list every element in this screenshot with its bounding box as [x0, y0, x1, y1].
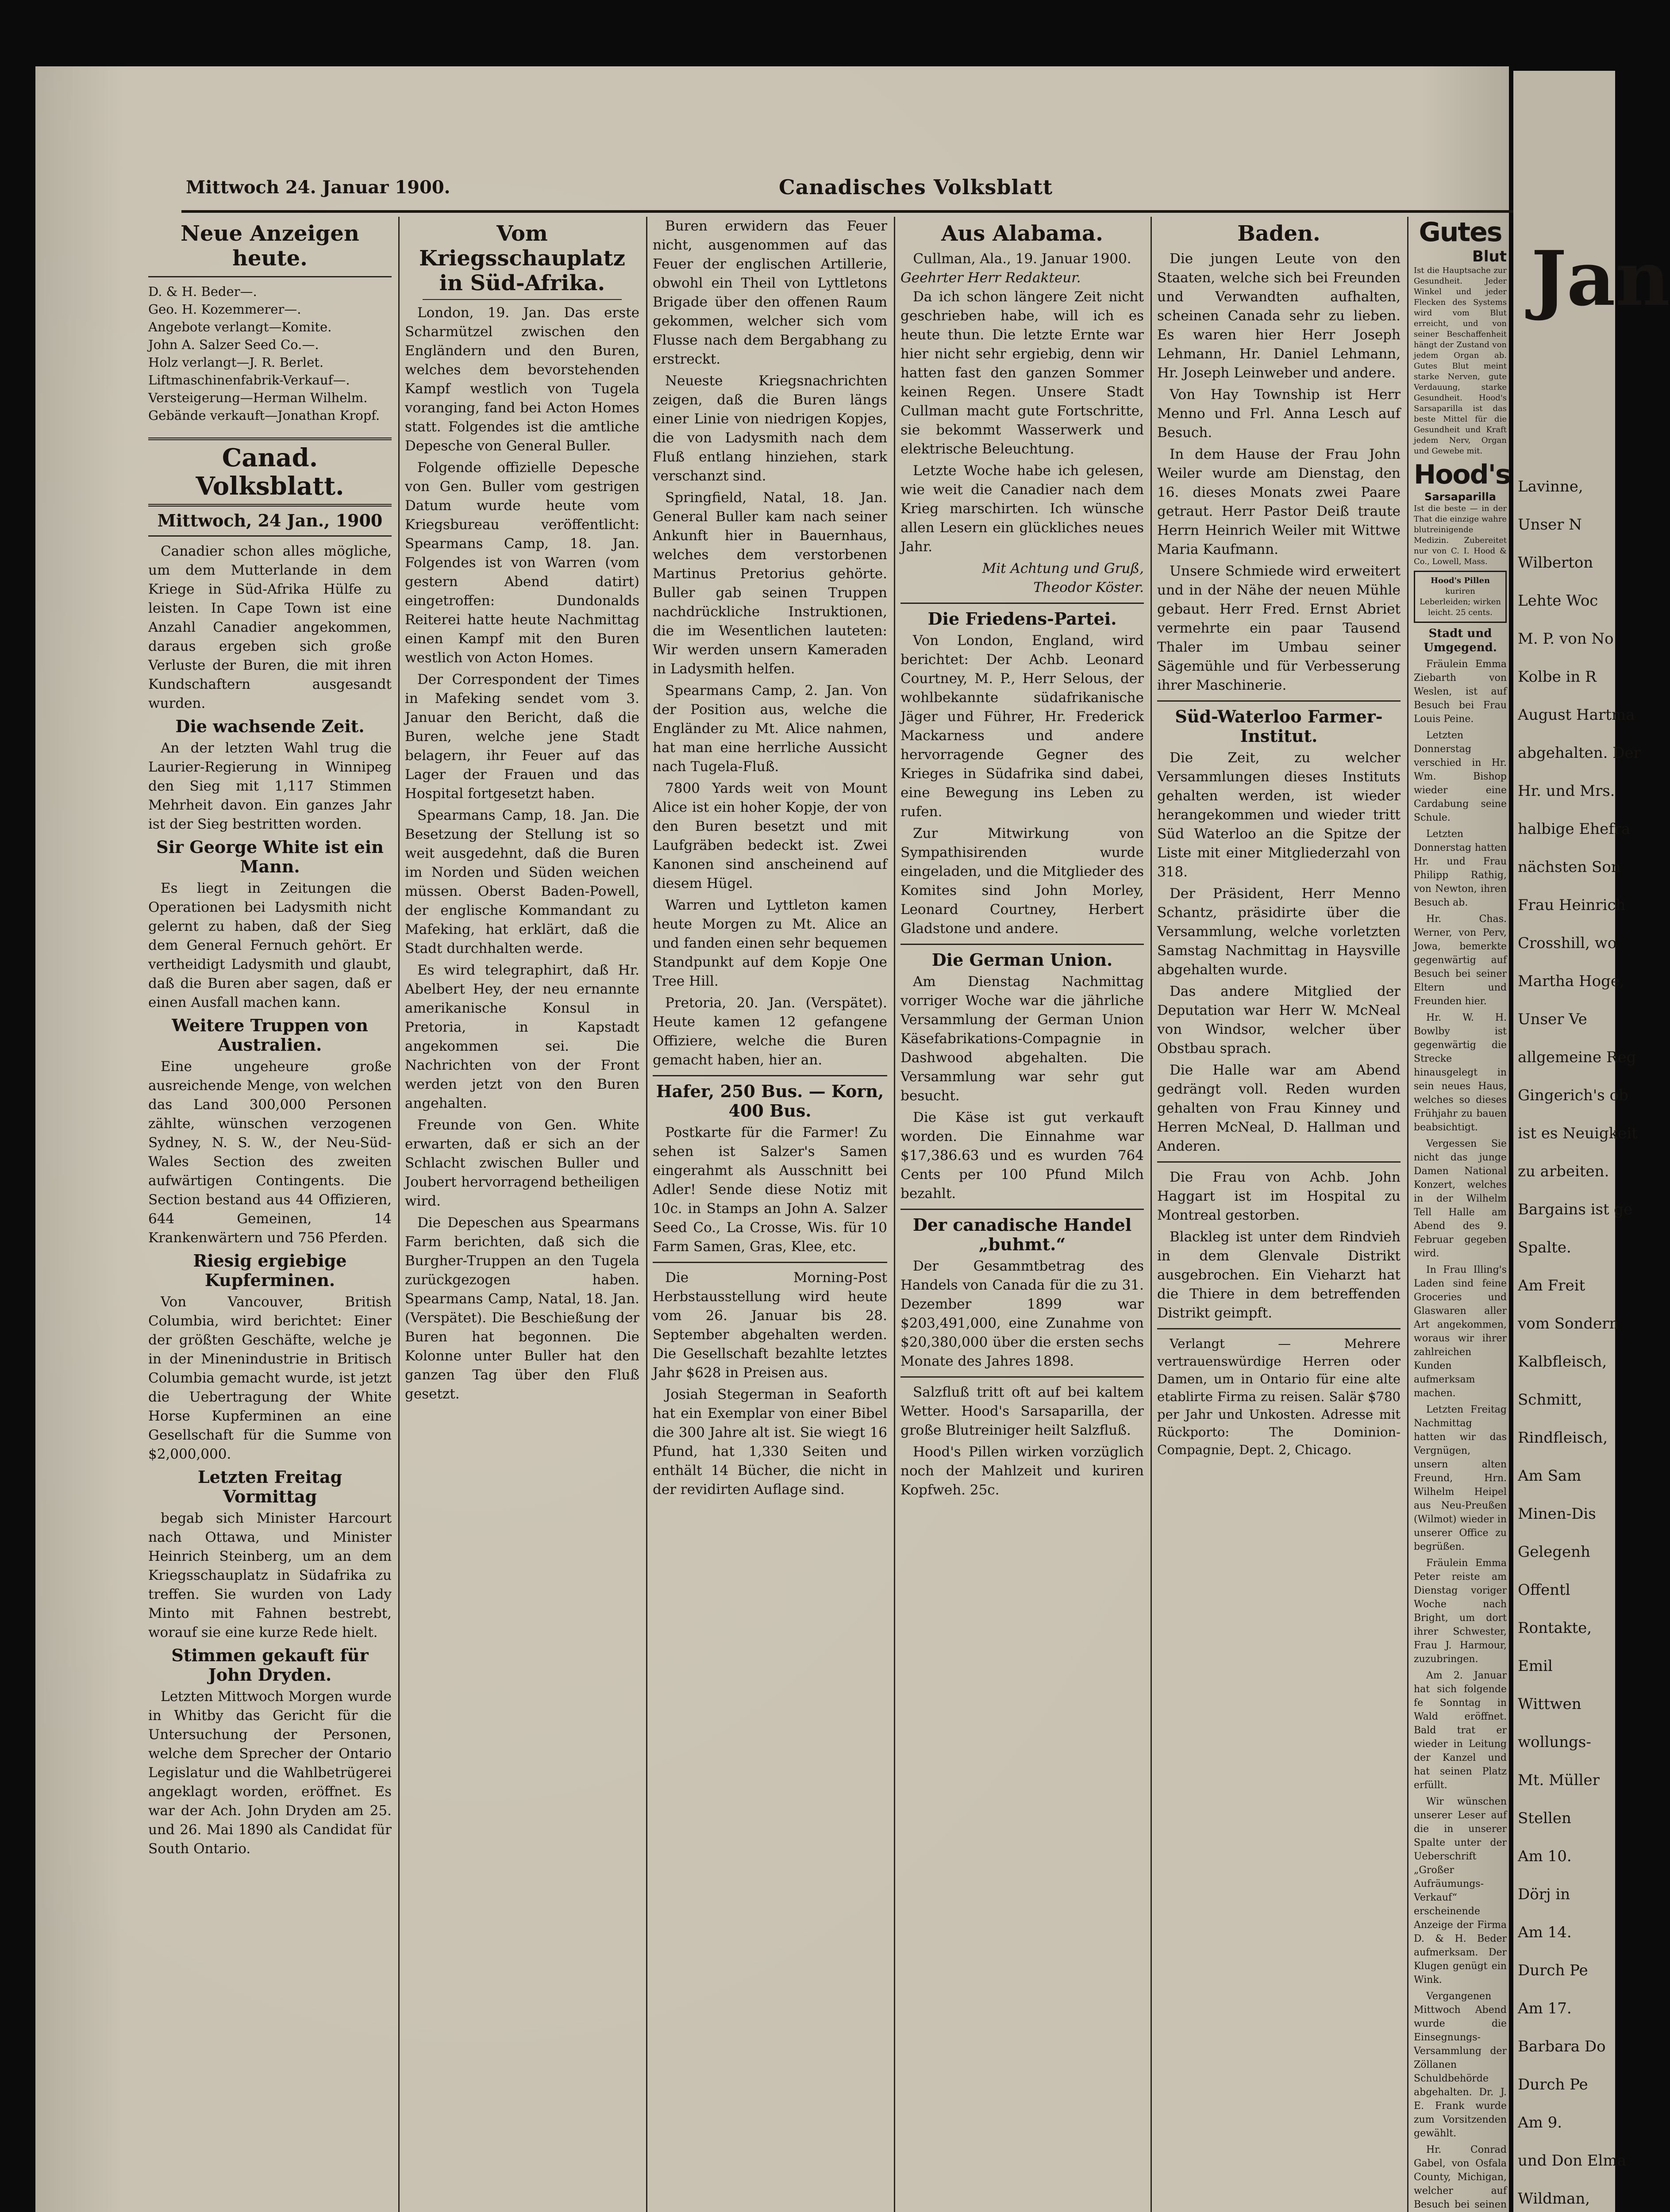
- article-paragraph: Die jungen Leute von den Staaten, welche sich bei Freunden und Verwandten aufhalten, scheinen Canada sehr zu lieben. Es waren hier Herr Joseph Lehmann, Hr. Daniel Lehmann, Hr. Joseph Leinweber und andere.: [1157, 251, 1401, 381]
- article-headline: Weitere Truppen von Australien.: [172, 1015, 368, 1055]
- news-item: Vergessen Sie nicht das junge Damen National Konzert, welches in der Wilhelm Tell Halle am Abend des 9. Februar gegeben wird.: [1414, 1138, 1507, 1259]
- article-headline: Der canadische Handel „buhmt.“: [912, 1215, 1132, 1254]
- adjacent-page-line: ist es Neuigkeit: [1518, 1125, 1638, 1142]
- article-paragraph: Es wird telegraphirt, daß Hr. Abelbert Hey, der neu ernannte amerikanische Konsul in Pretoria, in Kapstadt angekommen sei. Die Nachrichten von der Front werden jetzt von den Buren angehalten.: [405, 962, 639, 1111]
- article-paragraph: Die Zeit, zu welcher Versammlungen dieses Instituts gehalten werden, ist wieder herangekommen und wieder tritt Süd Waterloo an die Spitze der Liste mit einer Mitgliederzahl von 318.: [1157, 750, 1401, 880]
- news-item: Vergangenen Mittwoch Abend wurde die Einsegnungs-Versammlung der Zöllanen Schuldbehörde abgehalten. Dr. J. E. Frank wurde zum Vorsitzenden gewählt.: [1414, 1991, 1507, 2139]
- adjacent-page-line: Barbara Do: [1518, 2038, 1606, 2055]
- article-paragraph: Spearmans Camp, 18. Jan. Die Besetzung der Stellung ist so weit ausgedehnt, daß die Buren im Norden und Süden weichen müssen. Oberst Baden-Powell, der englische Kommandant zu Mafeking, hat erklärt, daß die Stadt durchhalten werde.: [405, 807, 639, 956]
- article-paragraph: Der Correspondent der Times in Mafeking sendet vom 3. Januar den Bericht, daß die Buren, welche jene Stadt belagern, ihr Feuer auf das Lager der Frauen und das Hospital fortgesetzt haben.: [405, 672, 639, 802]
- article-paragraph: Die Morning-Post Herbstausstellung wird heute vom 26. Januar bis 28. September abgehalten werden. Die Gesellschaft bezahlte letztes Jahr $628 in Preisen aus.: [653, 1270, 887, 1381]
- adjacent-page-line: Spalte.: [1518, 1239, 1571, 1256]
- ad-text: Ist die Hauptsache zur Gesundheit. Jeder Winkel und jeder Flecken des Systems wird vom Blut erreicht, und von seiner Beschaffenheit hängt der Zustand von jedem Organ ab. Gutes Blut meint starke Nerven, gute Verdauung, starke Gesundheit. Hood's Sarsaparilla ist das beste Mittel für die Gesundheit und Kraft jedem Nerv, Organ und Gewebe mit.: [1414, 266, 1507, 456]
- adjacent-page-line: Am 10.: [1518, 1847, 1572, 1865]
- article-paragraph: Da ich schon längere Zeit nicht geschrieben habe, will ich es heute thun. Die letzte Ernte war hier nicht sehr ergiebig, denn wir hatten fast den ganzen Sommer keinen Regen. Unsere Stadt Cullman macht gute Fortschritte, sie bekommt Wasserwerk und elektrische Beleuchtung.: [900, 289, 1144, 457]
- adjacent-page-line: Wildman,: [1518, 2190, 1590, 2208]
- article-paragraph: Letzten Mittwoch Morgen wurde in Whitby das Gericht für die Untersuchung der Personen, welche dem Sprecher der Ontario Legislatur und die Wahlbetrügerei angeklagt worden, eröffnet. Es war der Ach. John Dryden am 25. und 26. Mai 1890 als Candidat für South Ontario.: [148, 1689, 392, 1857]
- article-headline: Riesig ergiebige Kupferminen.: [193, 1251, 347, 1290]
- ad-body: Postkarte für die Farmer! Zu sehen ist Salzer's Samen eingerahmt als Ausschnitt bei Adler! Sende diese Notiz mit 10c. in Stamps an John A. Salzer Seed Co., La Crosse, Wis. für 10 Farm Samen, Gras, Klee, etc.: [653, 1125, 887, 1255]
- adjacent-page-line: Lehte Woc: [1518, 592, 1598, 610]
- signature-greeting: Mit Achtung und Gruß,: [982, 561, 1144, 576]
- adjacent-page-line: Kalbfleisch,: [1518, 1353, 1607, 1371]
- article-headline: Die German Union.: [931, 950, 1113, 970]
- column-5: [1157, 217, 1401, 1461]
- adjacent-page-line: Stellen: [1518, 1809, 1571, 1827]
- article-paragraph: Warren und Lyttleton kamen heute Morgen zu Mt. Alice an und fanden einen sehr bequemen Standpunkt auf dem Kopje One Tree Hill.: [653, 897, 887, 989]
- news-item: Wir wünschen unserer Leser auf die in unserer Spalte unter der Ueberschrift „Großer Aufräumungs-Verkauf“ erscheinende Anzeige der Firma D. & H. Beder aufmerksam. Der Klugen genügt ein Wink.: [1414, 1796, 1507, 1985]
- article-paragraph: Die Halle war am Abend gedrängt voll. Reden wurden gehalten von Frau Kinney und Herren McNeal, D. Hallman und Anderen.: [1157, 1062, 1401, 1154]
- article-paragraph: Unsere Schmiede wird erweitert und in der Nähe der neuen Mühle gebaut. Herr Fred. Ernst Abriet vermehrte ein paar Tausend Thaler im Umbau seiner Sägemühle und für Verbesserung ihrer Maschinerie.: [1157, 563, 1401, 693]
- article-headline: Sir George White ist ein Mann.: [156, 837, 384, 876]
- ad-headline-gutes: Gutes: [1419, 217, 1502, 248]
- article-paragraph: In dem Hause der Frau John Weiler wurde am Dienstag, den 16. dieses Monats zwei Paare getraut. Herr Pastor Deiß traute Herrn Heinrich Weiler mit Wittwe Maria Kaufmann.: [1157, 446, 1401, 557]
- article-paragraph: Die Käse ist gut verkauft worden. Die Einnahme war $17,386.63 und es wurden 764 Cents per 100 Pfund Milch bezahlt.: [900, 1110, 1144, 1202]
- ad-text: Ist die beste — in der That die einzige wahre blutreinigende Medizin. Zubereitet nur von C. I. Hood & Co., Lowell, Mass.: [1414, 504, 1507, 566]
- article-paragraph: Von Hay Township ist Herr Menno und Frl. Anna Lesch auf Besuch.: [1157, 387, 1401, 441]
- adjacent-page-line: Schmitt,: [1518, 1391, 1582, 1409]
- page-header: [186, 168, 1522, 204]
- article-headline: Süd-Waterloo Farmer-Institut.: [1175, 707, 1383, 746]
- pills-text: kuriren Leberleiden; wirken leicht. 25 cents.: [1419, 587, 1501, 617]
- article-paragraph: Pretoria, 20. Jan. (Verspätet). Heute kamen 12 gefangene Offiziere, welche die Buren gemacht haben, hier an.: [653, 995, 887, 1068]
- column-rule: [398, 217, 400, 2212]
- article-headline: Die Friedens-Partei.: [927, 609, 1117, 629]
- ad-subhead-blut: Blut: [1472, 248, 1507, 265]
- column-rule: [1151, 217, 1152, 2212]
- list-item: Liftmaschinenfabrik-Verkauf—.: [148, 373, 350, 388]
- news-item: Letzten Freitag Nachmittag hatten wir das Vergnügen, unsern alten Freund, Hrn. Wilhelm Heipel aus Neu-Preußen (Wilmot) wieder in unserer Office zu begrüßen.: [1414, 1404, 1507, 1552]
- new-ads-title: Neue Anzeigen heute.: [181, 221, 359, 271]
- adjacent-page-line: August Hartma: [1518, 706, 1635, 724]
- article-paragraph: Freunde von Gen. White erwarten, daß er sich an der Schlacht zwischen Buller und Joubert hervorragend betheiligen wird.: [405, 1117, 639, 1209]
- news-item: Fräulein Emma Ziebarth von Weslen, ist auf Besuch bei Frau Louis Peine.: [1414, 659, 1507, 725]
- column-rule: [894, 217, 895, 2212]
- article-headline: Die wachsende Zeit.: [175, 716, 365, 736]
- adjacent-page-line: Rontakte,: [1518, 1619, 1592, 1637]
- adjacent-page-line: Am 9.: [1518, 2114, 1562, 2131]
- adjacent-page-line: zu arbeiten.: [1518, 1163, 1609, 1180]
- adjacent-page-line: Am 14.: [1518, 1924, 1572, 1941]
- article-paragraph: Der Präsident, Herr Menno Schantz, präsidirte über die Versammlung, welche vorletzten Samstag Nachmittag in Haysville abgehalten wurde.: [1157, 886, 1401, 978]
- article-paragraph: begab sich Minister Harcourt nach Ottawa, und Minister Heinrich Steinberg, um an dem Kriegsschauplatz in Südafrika zu treffen. Sie wurden von Lady Minto mit Fahnen bestrebt, worauf sie eine kurze Rede hielt.: [148, 1510, 392, 1640]
- divider: [653, 1262, 887, 1263]
- article-paragraph: Zur Mitwirkung von Sympathisirenden wurde eingeladen, und die Mitglieder des Komites sind John Morley, Leonard Courtney, Herbert Gladstone und andere.: [900, 826, 1144, 937]
- hoods-ad: [1414, 217, 1510, 623]
- adjacent-page-line: wollungs-: [1518, 1733, 1591, 1751]
- news-item: Hr. Chas. Werner, von Perv, Jowa, bemerkte gegenwärtig auf Besuch bei seiner Eltern und Freunden hier.: [1414, 914, 1507, 1007]
- divider: [148, 276, 392, 277]
- adjacent-page-line: Lavinne,: [1518, 478, 1583, 495]
- article-paragraph: An der letzten Wahl trug die Laurier-Regierung in Winnipeg den Sieg mit 1,117 Stimmen Mehrheit davon. Ein ganzes Jahr ist der Sieg bestritten worden.: [148, 740, 392, 832]
- news-item: Letzten Donnerstag verschied in Hr. Wm. Bishop wieder eine Cardabung seine Schule.: [1414, 730, 1507, 823]
- dateline: Cullman, Ala., 19. Januar 1900.: [913, 251, 1131, 267]
- section-title: Stadt und Umgegend.: [1424, 627, 1497, 654]
- masthead-date: Mittwoch, 24 Jan., 1900: [157, 511, 383, 530]
- column-2: [405, 217, 639, 1406]
- adjacent-page-line: Wittwen: [1518, 1695, 1581, 1713]
- ad-product-name: Sarsaparilla: [1424, 491, 1496, 503]
- pills-ad-box: [1414, 571, 1507, 623]
- adjacent-page-line: Minen-Dis: [1518, 1505, 1596, 1523]
- divider: [653, 1075, 887, 1076]
- news-item: Hr. W. H. Bowlby ist gegenwärtig die Strecke hinausgelegt in sein neues Haus, welches so dieses Frühjahr zu bauen beabsichtigt.: [1414, 1012, 1507, 1133]
- ad-title: Hafer, 250 Bus. — Korn, 400 Bus.: [656, 1081, 884, 1121]
- adjacent-page-line: Dörj in: [1518, 1886, 1570, 1903]
- adjacent-page-line: abgehalten. Der: [1518, 744, 1641, 762]
- news-item: Am 2. Januar hat sich folgende fe Sonntag in Wald eröffnet. Bald trat er wieder in Leitung der Kanzel und hat seinen Platz erfüllt.: [1414, 1670, 1507, 1791]
- divider: [900, 603, 1144, 604]
- adjacent-page-line: Bargains ist ge: [1518, 1201, 1633, 1218]
- column-rule: [1407, 217, 1408, 2212]
- news-item: In Frau Illing's Laden sind feine Groceries und Glaswaren aller Art angekommen, woraus wir ihrer zahlreichen Kunden aufmerksam machen.: [1414, 1264, 1507, 1399]
- article-paragraph: Blackleg ist unter dem Rindvieh in dem Glenvale Distrikt ausgebrochen. Ein Vieharzt hat die Thiere in dem betreffenden Distrikt geimpft.: [1157, 1229, 1401, 1321]
- article-paragraph: Eine ungeheure große ausreichende Menge, von welchen das Land 300,000 Personen zählte, wünschen verzogenen Sydney, N. S. W., der Neu-Süd-Wales Section des zweiten aufwärtigen Contingents. Die Section bestand aus 44 Offizieren, 644 Gemeinen, 14 Krankenwärtern und 756 Pferden.: [148, 1059, 392, 1246]
- divider: [900, 944, 1144, 945]
- classified-ad: Verlangt — Mehrere vertrauenswürdige Herren oder Damen, um in Ontario für eine alte etablirte Firma zu reisen. Salär $780 per Jahr und Unkosten. Adresse mit Rückporto: The Dominion-Compagnie, Dept. 2, Chicago.: [1157, 1336, 1401, 1457]
- adjacent-page-line: Durch Pe: [1518, 1962, 1588, 1979]
- adjacent-page-heading: Jan: [1531, 234, 1670, 323]
- list-item: John A. Salzer Seed Co.—.: [148, 337, 319, 352]
- adjacent-page-line: Crosshill, wo: [1518, 934, 1617, 952]
- newspaper-name: Canadisches Volksblatt: [779, 175, 1053, 199]
- adjacent-page-line: Martha Hoge,: [1518, 972, 1624, 990]
- signature-name: Theodor Köster.: [1033, 580, 1144, 595]
- article-paragraph: Neueste Kriegsnachrichten zeigen, daß die Buren längs einer Linie von niedrigen Kopjes, die von Ladysmith nach dem Fluß entlang hinziehen, stark verschanzt sind.: [653, 373, 887, 484]
- column-1: [148, 217, 392, 1861]
- article-paragraph: Folgende offizielle Depesche von Gen. Buller vom gestrigen Datum wurde heute vom Kriegsbureau veröffentlicht: Spearmans Camp, 18. Jan. Folgendes ist von Warren (vom gestern Abend datirt) eingetroffen: Dundonalds Reiterei hatte heute Nachmittag einen Kampf mit den Buren westlich von Acton Homes.: [405, 460, 639, 666]
- adjacent-page-line: Unser N: [1518, 516, 1582, 534]
- article-paragraph: Es liegt in Zeitungen die Operationen bei Ladysmith nicht gelernt zu haben, daß der Sieg dem General Fernuch gehört. Er vertheidigt Ladysmith und glaubt, daß die Buren aber sagen, daß er einen Ausfall machen kann.: [148, 880, 392, 1010]
- column-4: [900, 217, 1144, 1502]
- adjacent-page-line: nächsten Son: [1518, 858, 1621, 876]
- adjacent-page-line: Offentl: [1518, 1581, 1570, 1599]
- divider: [1157, 700, 1401, 702]
- list-item: Gebände verkauft—Jonathan Kropf.: [148, 408, 380, 423]
- list-item: Versteigerung—Herman Wilhelm.: [148, 390, 368, 405]
- article-paragraph: Salzfluß tritt oft auf bei kaltem Wetter. Hood's Sarsaparilla, der große Blutreiniger heilt Salzfluß.: [900, 1384, 1144, 1438]
- adjacent-page-edge: [1513, 71, 1670, 2212]
- adjacent-page-line: halbige Ehefra: [1518, 820, 1631, 838]
- adjacent-page-line: Am 17.: [1518, 2000, 1572, 2017]
- article-paragraph: Spearmans Camp, 2. Jan. Von der Position aus, welche die Engländer zu Mt. Alice nahmen, hat man eine herrliche Aussicht nach Tugela-Fluß.: [653, 683, 887, 775]
- adjacent-page-line: Gelegenh: [1518, 1543, 1590, 1561]
- adjacent-page-line: Am Freit: [1518, 1277, 1585, 1294]
- pills-name: Hood's Pillen: [1430, 576, 1490, 585]
- article-title: Vom Kriegsschauplatz in Süd-Afrika.: [419, 221, 625, 296]
- list-item: D. & H. Beder—.: [148, 284, 257, 299]
- list-item: Holz verlangt—J. R. Berlet.: [148, 355, 324, 370]
- news-item: Letzten Donnerstag hatten Hr. und Frau Philipp Rathig, von Newton, ihren Besuch ab.: [1414, 829, 1507, 908]
- adjacent-page-line: Emil: [1518, 1657, 1553, 1675]
- article-paragraph: Letzte Woche habe ich gelesen, wie weit die Canadier nach dem Krieg marschirten. Ich wünsche allen Lesern ein glückliches neues Jahr.: [900, 463, 1144, 555]
- article-paragraph: Das andere Mitglied der Deputation war Herr W. McNeal von Windsor, welcher über Obstbau sprach.: [1157, 983, 1401, 1056]
- article-paragraph: Springfield, Natal, 18. Jan. General Buller kam nach seiner Ankunft hier in Bauernhaus, welches dem verstorbenen Martinus Pretorius gehörte. Buller gab seinen Truppen nachdrückliche Instruktionen, die im Wesentlichen lauteten: Wir werden unsern Kameraden in Ladysmith helfen.: [653, 490, 887, 677]
- adjacent-page-line: Wilberton: [1518, 554, 1593, 572]
- news-item: Hr. Conrad Gabel, von Osfala County, Michigan, welcher auf Besuch bei seinen: [1414, 2144, 1507, 2210]
- column-rule: [646, 217, 647, 2212]
- adjacent-page-line: Mt. Müller: [1518, 1771, 1600, 1789]
- list-item: Angebote verlangt—Komite.: [148, 319, 332, 334]
- article-paragraph: Die Frau von Achb. John Haggart ist im Hospital zu Montreal gestorben.: [1157, 1169, 1401, 1223]
- divider: [148, 535, 392, 537]
- article-headline: Stimmen gekauft für John Dryden.: [171, 1645, 369, 1685]
- adjacent-page-line: Rindfleisch,: [1518, 1429, 1608, 1447]
- adjacent-page-line: Frau Heinrich: [1518, 896, 1626, 914]
- adjacent-page-line: Kolbe in R: [1518, 668, 1597, 686]
- header-rule: [181, 210, 1522, 213]
- article-paragraph: Hood's Pillen wirken vorzüglich noch der Mahlzeit und kuriren Kopfweh. 25c.: [900, 1444, 1144, 1498]
- news-item: Fräulein Emma Peter reiste am Dienstag voriger Woche nach Bright, um dort ihrer Schwester, Frau J. Harmour, zuzubringen.: [1414, 1558, 1507, 1665]
- divider: [900, 1209, 1144, 1210]
- newspaper-page: [35, 66, 1509, 2212]
- article-title: Baden.: [1237, 221, 1320, 246]
- adjacent-page-line: Hr. und Mrs.: [1518, 782, 1615, 800]
- column-6: [1414, 217, 1510, 2212]
- divider: [1157, 1161, 1401, 1163]
- adjacent-page-line: Durch Pe: [1518, 2076, 1588, 2093]
- adjacent-page-line: Unser Ve: [1518, 1010, 1587, 1028]
- divider: [1157, 1328, 1401, 1329]
- article-paragraph: Buren erwidern das Feuer nicht, ausgenommen auf das Feuer der englischen Artillerie, obwohl ein Theil von Lyttletons Brigade über den offenen Raum gekommen, welcher sich vom Flusse nach dem Bergabhang zu erstreckt.: [653, 218, 887, 367]
- adjacent-page-line: vom Sondern: [1518, 1315, 1619, 1333]
- ad-brand-hoods: Hood's: [1414, 459, 1510, 490]
- article-paragraph: Der Gesammtbetrag des Handels von Canada für die zu 31. Dezember 1899 war $203,491,000, eine Zunahme von $20,380,000 über die ersten sechs Monate des Jahres 1898.: [900, 1258, 1144, 1369]
- article-title: Aus Alabama.: [941, 221, 1103, 246]
- adjacent-page-line: Am Sam: [1518, 1467, 1581, 1485]
- issue-date: Mittwoch 24. Januar 1900.: [186, 177, 450, 198]
- salutation: Geehrter Herr Redakteur.: [900, 270, 1081, 286]
- list-item: Geo. H. Kozemmerer—.: [148, 302, 301, 317]
- adjacent-page-line: Gingerich's ob: [1518, 1087, 1628, 1104]
- article-paragraph: Von London, England, wird berichtet: Der Achb. Leonard Courtney, M. P., Herr Selous, der wohlbekannte südafrikanische Jäger und Führer, Hr. Frederick Mackarness und andere hervorragende Gegner des Krieges in Südafrika sind dabei, eine Bewegung ins Leben zu rufen.: [900, 633, 1144, 820]
- divider: [423, 299, 622, 300]
- article-paragraph: Die Depeschen aus Spearmans Farm berichten, daß sich die Burgher-Truppen an den Tugela zurückgezogen haben. Spearmans Camp, Natal, 18. Jan. (Verspätet). Die Beschießung der Buren hat begonnen. Die Kolonne unter Buller hat den ganzen Tag über den Fluß gesetzt.: [405, 1215, 639, 1402]
- article-paragraph: Josiah Stegerman in Seaforth hat ein Exemplar von einer Bibel die 300 Jahre alt ist. Sie wiegt 16 Pfund, hat 1,330 Seiten und enthält 14 Bücher, die nicht in der revidirten Auflage sind.: [653, 1386, 887, 1498]
- adjacent-page-line: und Don Elma: [1518, 2152, 1627, 2170]
- adjacent-page-line: M. P. von No: [1518, 630, 1614, 648]
- article-headline: Letzten Freitag Vormittag: [197, 1467, 342, 1506]
- article-paragraph: Von Vancouver, British Columbia, wird berichtet: Einer der größten Geschäfte, welche je in der Minenindustrie in Britisch Columbia gemacht wurde, ist jetzt die Uebertragung der White Horse Kupferminen an eine Gesellschaft für die Summe von $2,000,000.: [148, 1294, 392, 1462]
- divider: [900, 1376, 1144, 1378]
- article-paragraph: Am Dienstag Nachmittag vorriger Woche war die jährliche Versammlung der German Union Käsefabrikations-Compagnie in Dashwood abgehalten. Die Versammlung war sehr gut besucht.: [900, 974, 1144, 1104]
- article-paragraph: Canadier schon alles mögliche, um dem Mutterlande in dem Kriege in Süd-Afrika Hülfe zu leisten. In Cape Town ist eine Anzahl Canadier angekommen, daraus ergeben sich große Verluste der Buren, die mit ihren Kundschaftern ausgesandt wurden.: [148, 543, 392, 711]
- adjacent-page-line: allgemeine Reg: [1518, 1048, 1636, 1066]
- local-masthead: [148, 438, 392, 507]
- article-paragraph: 7800 Yards weit von Mount Alice ist ein hoher Kopje, der von den Buren besetzt und mit Laufgräben bedeckt ist. Zwei Kanonen sind anscheinend auf diesem Hügel.: [653, 780, 887, 891]
- masthead-title: Canad. Volksblatt.: [196, 443, 344, 501]
- article-paragraph: London, 19. Jan. Das erste Scharmützel zwischen den Engländern und den Buren, welches dem bevorstehenden Kampf westlich von Tugela voranging, fand bei Acton Homes statt. Folgendes ist die amtliche Depesche von General Buller.: [405, 305, 639, 454]
- new-ads-list: [148, 283, 392, 424]
- column-3: [653, 217, 887, 1502]
